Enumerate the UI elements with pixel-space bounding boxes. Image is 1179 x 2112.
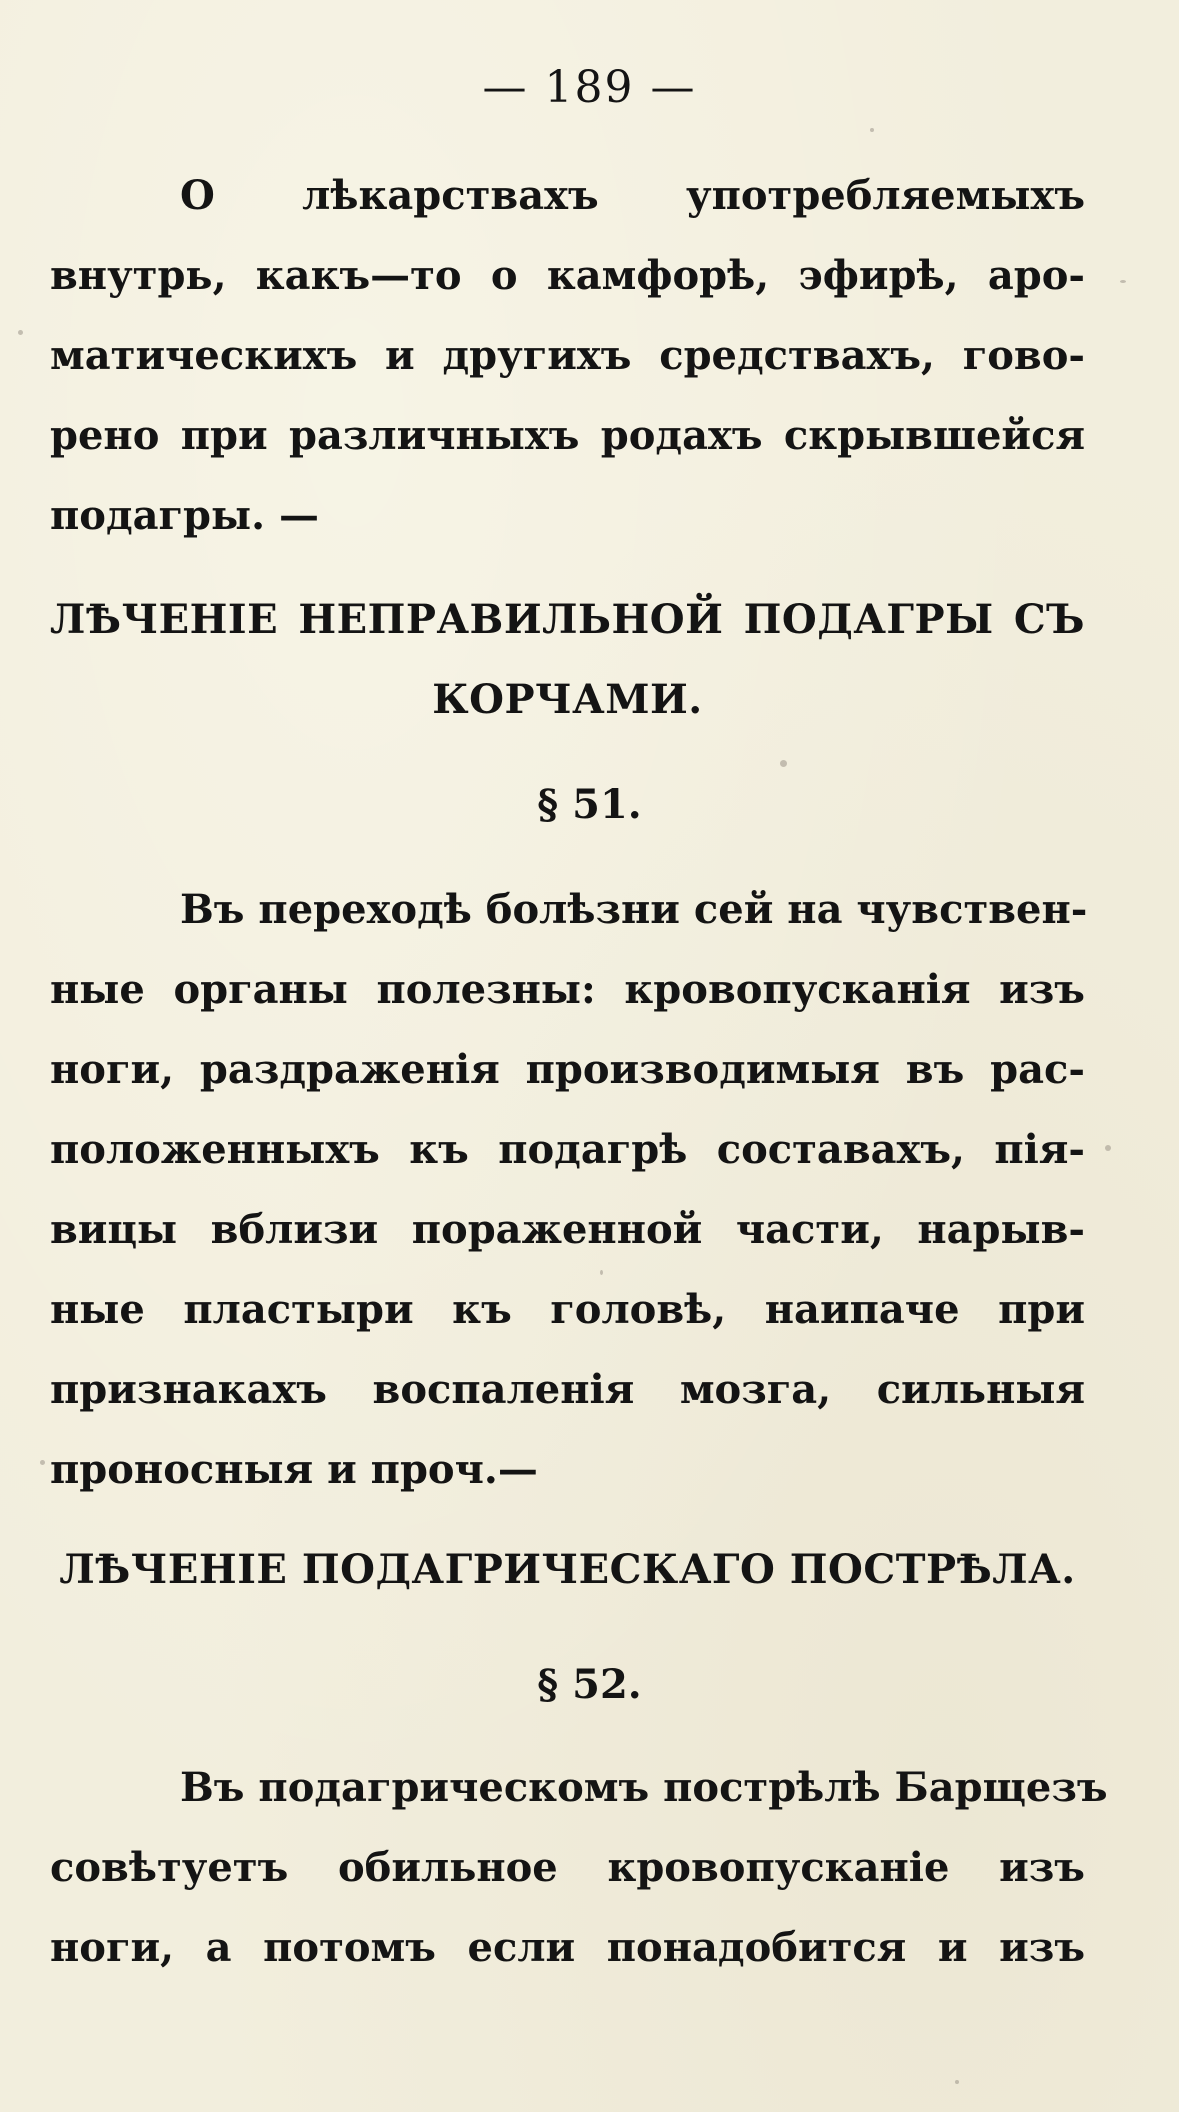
paper-speck [780, 760, 787, 767]
heading-gout-lumbago [50, 1530, 1085, 1610]
paragraph-line: О лѣкарствахъ употребляемыхъ [180, 172, 1085, 219]
paragraph-camphor-ether [50, 156, 1085, 556]
paper-speck [600, 1270, 603, 1275]
paragraph-line: положенныхъ къ подагрѣ составахъ, пія- [50, 1126, 1085, 1173]
paragraph-line: вицы вблизи пораженной части, нарыв- [50, 1206, 1085, 1253]
paper-speck [870, 128, 874, 132]
heading-line: ЛѢЧЕНІЕ НЕПРАВИЛЬНОЙ ПОДАГРЫ СЪ [50, 596, 1085, 643]
page-number: — 189 — [482, 62, 697, 113]
paper-speck [955, 2080, 959, 2084]
paper-speck [40, 1460, 45, 1465]
paragraph-line: ноги, а потомъ если понадобится и изъ [50, 1924, 1085, 1971]
paragraph-line: признакахъ воспаленія мозга, сильныя [50, 1366, 1085, 1413]
section-number-52: § 52. [537, 1661, 642, 1708]
paragraph-treatment-51 [50, 870, 1088, 1510]
heading-line: ЛѢЧЕНІЕ ПОДАГРИЧЕСКАГО ПОСТРѢЛА. [59, 1546, 1076, 1593]
paragraph-line: проносныя и проч.— [50, 1446, 538, 1493]
paragraph-line: ноги, раздраженія производимыя въ рас- [50, 1046, 1085, 1093]
paper-speck [18, 330, 23, 335]
paragraph-line: совѣтуетъ обильное кровопусканіе изъ [50, 1844, 1085, 1891]
heading-irregular-gout-with-cramps [50, 580, 1085, 740]
section-number-51: § 51. [537, 781, 642, 828]
paper-speck [1120, 280, 1126, 283]
paragraph-line: Въ переходѣ болѣзни сей на чувствен- [180, 886, 1088, 933]
paragraph-line: внутрь, какъ—то о камфорѣ, эфирѣ, аро- [50, 252, 1085, 299]
paragraph-line: Въ подагрическомъ пострѣлѣ Барщезъ [180, 1764, 1108, 1811]
paragraph-treatment-52 [50, 1748, 1108, 1988]
paragraph-line: подагры. — [50, 492, 319, 539]
paragraph-line: ные пластыри къ головѣ, наипаче при [50, 1286, 1085, 1333]
paragraph-line: рено при различныхъ родахъ скрывшейся [50, 412, 1085, 459]
paragraph-line: матическихъ и другихъ средствахъ, гово- [50, 332, 1085, 379]
paper-speck [1105, 1145, 1111, 1151]
heading-line: КОРЧАМИ. [432, 676, 703, 723]
paragraph-line: ные органы полезны: кровопусканія изъ [50, 966, 1085, 1013]
